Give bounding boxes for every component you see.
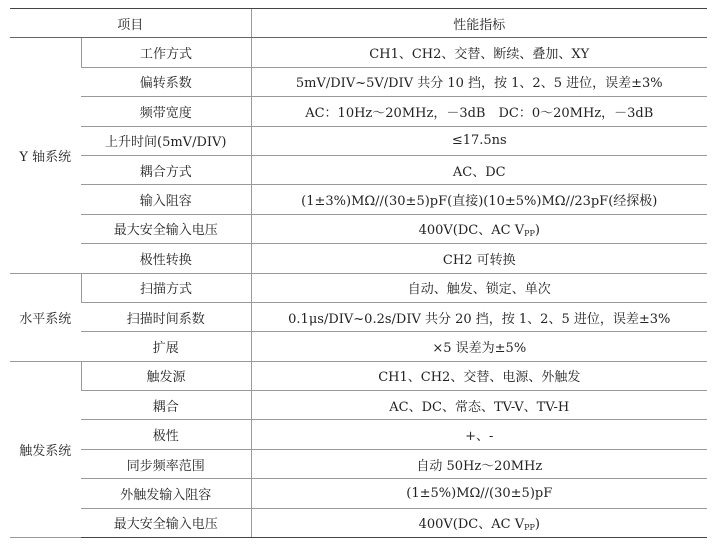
item-cell: 工作方式 <box>81 38 251 67</box>
spec-cell <box>251 508 707 537</box>
table-header <box>10 9 707 38</box>
header-row <box>10 9 707 38</box>
table-row <box>10 244 707 273</box>
spec-cell: 0.1μs/DIV~0.2s/DIV 共分 20 挡，按 1、2、5 进位，误差±3% <box>251 302 707 331</box>
table-row <box>10 420 707 449</box>
spec-cell: AC：10Hz～20MHz，－3dB DC：0～20MHz，－3dB <box>251 97 707 126</box>
item-cell: 输入阻容 <box>81 185 251 214</box>
table-row <box>10 391 707 420</box>
table-row <box>10 449 707 478</box>
item-cell: 扫描时间系数 <box>81 302 251 331</box>
table-row <box>10 214 707 243</box>
item-cell: 同步频率范围 <box>81 449 251 478</box>
item-cell: 频带宽度 <box>81 97 251 126</box>
item-cell: 耦合 <box>81 391 251 420</box>
spec-subscript: PP <box>524 523 535 533</box>
spec-cell: (1±3%)MΩ//(30±5)pF(直接)(10±5%)MΩ//23pF(经探极) <box>251 185 707 214</box>
group-name-horizontal: 水平系统 <box>10 273 81 361</box>
table-row <box>10 155 707 184</box>
spec-tail: ) <box>534 517 540 533</box>
table-row <box>10 302 707 331</box>
group-name-trigger: 触发系统 <box>10 361 81 537</box>
table-row <box>10 67 707 96</box>
item-cell: 耦合方式 <box>81 155 251 184</box>
spec-cell: 5mV/DIV~5V/DIV 共分 10 挡，按 1、2、5 进位，误差±3% <box>251 67 707 96</box>
group-name-y-axis: Y 轴系统 <box>10 38 81 273</box>
spec-cell: ×5 误差为±5% <box>251 332 707 361</box>
item-cell: 扩展 <box>81 332 251 361</box>
table-row <box>10 38 707 67</box>
table-row <box>10 273 707 302</box>
table-row <box>10 332 707 361</box>
table-row <box>10 126 707 155</box>
item-cell: 最大安全输入电压 <box>81 508 251 537</box>
item-cell: 触发源 <box>81 361 251 390</box>
header-spec: 性能指标 <box>251 9 707 38</box>
spec-cell: (1±5%)MΩ//(30±5)pF <box>251 479 707 508</box>
table-row <box>10 479 707 508</box>
item-cell: 扫描方式 <box>81 273 251 302</box>
spec-cell: ≤17.5ns <box>251 126 707 155</box>
table-row <box>10 185 707 214</box>
item-cell: 最大安全输入电压 <box>81 214 251 243</box>
table-row <box>10 361 707 390</box>
spec-cell: AC、DC <box>251 155 707 184</box>
table-body <box>10 38 707 538</box>
spec-cell: CH1、CH2、交替、断续、叠加、XY <box>251 38 707 67</box>
item-cell: 偏转系数 <box>81 67 251 96</box>
spec-cell: +、- <box>251 420 707 449</box>
spec-subscript: PP <box>524 229 535 239</box>
item-cell: 极性转换 <box>81 244 251 273</box>
spec-cell: 自动、触发、锁定、单次 <box>251 273 707 302</box>
spec-text: 400V(DC、AC V <box>418 223 525 239</box>
item-cell: 上升时间(5mV/DIV) <box>81 126 251 155</box>
spec-cell: CH1、CH2、交替、电源、外触发 <box>251 361 707 390</box>
table-row <box>10 508 707 537</box>
spec-cell: 自动 50Hz～20MHz <box>251 449 707 478</box>
spec-cell <box>251 214 707 243</box>
spec-text: 400V(DC、AC V <box>418 517 525 533</box>
item-cell: 外触发输入阻容 <box>81 479 251 508</box>
table-row <box>10 97 707 126</box>
spec-cell: CH2 可转换 <box>251 244 707 273</box>
spec-tail: ) <box>534 223 540 239</box>
header-item: 项目 <box>10 9 251 38</box>
item-cell: 极性 <box>81 420 251 449</box>
spec-cell: AC、DC、常态、TV-V、TV-H <box>251 391 707 420</box>
spec-table <box>10 8 707 538</box>
